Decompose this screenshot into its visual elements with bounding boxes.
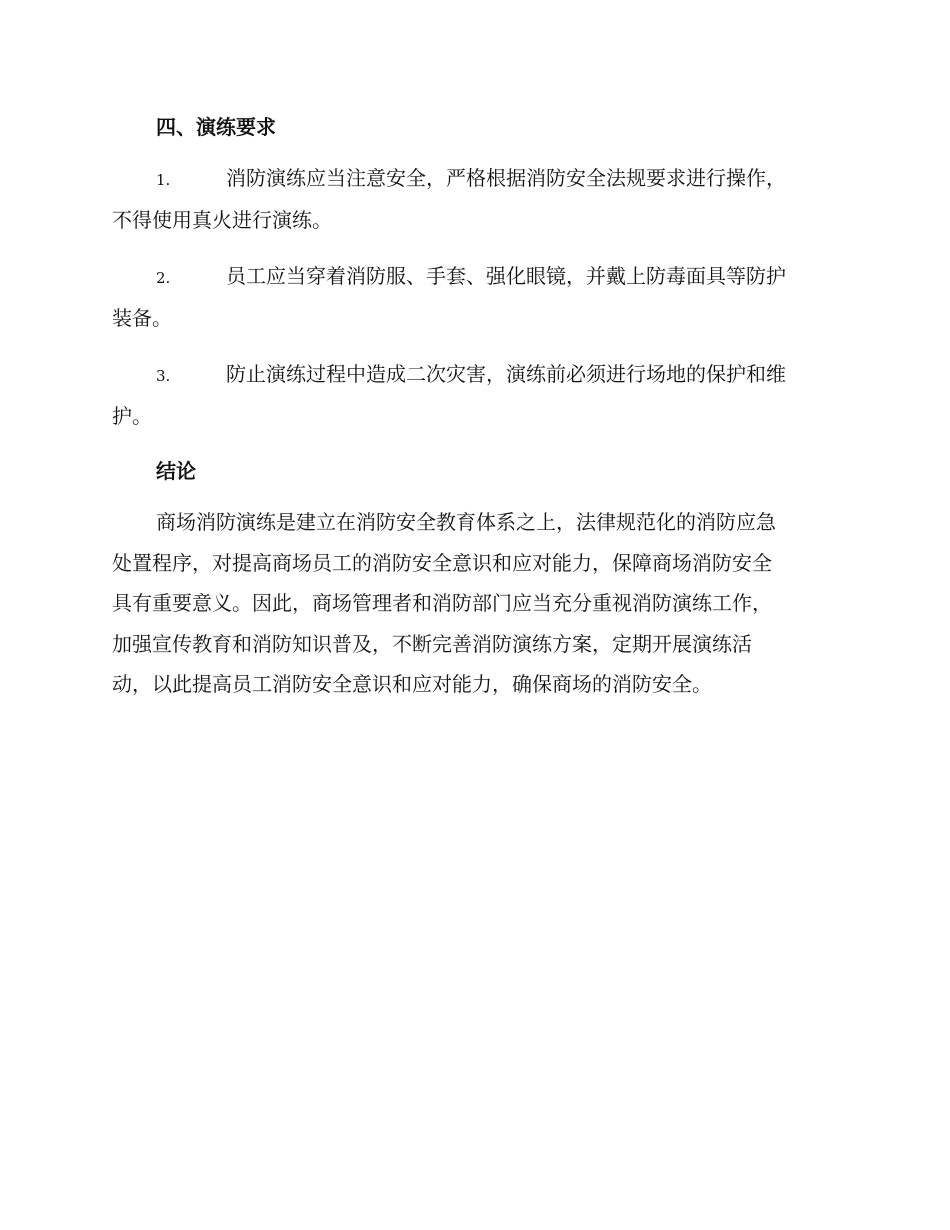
conclusion-paragraph — [112, 502, 834, 705]
list-item-continuation: 不得使用真火进行演练。 — [112, 208, 332, 232]
document-content — [112, 108, 834, 705]
list-item — [112, 158, 834, 240]
list-item-number: 1. — [156, 171, 171, 189]
list-item-first-line — [112, 158, 834, 200]
list-item-number: 3. — [156, 367, 171, 385]
list-item — [112, 354, 834, 436]
list-item-number: 2. — [156, 269, 171, 287]
paragraph-line: 商场消防演练是建立在消防安全教育体系之上，法律规范化的消防应急 — [156, 510, 776, 534]
list-item-text: 员工应当穿着消防服、手套、强化眼镜，并戴上防毒面具等防护 — [226, 264, 786, 288]
list-item-continuation: 装备。 — [112, 306, 172, 330]
list-item-continuation: 护。 — [112, 404, 152, 428]
list-item-first-line — [112, 256, 834, 298]
paragraph-line: 动，以此提高员工消防安全意识和应对能力，确保商场的消防安全。 — [112, 672, 712, 696]
section-heading-requirements: 四、演练要求 — [156, 115, 276, 139]
paragraph-line: 加强宣传教育和消防知识普及，不断完善消防演练方案，定期开展演练活 — [112, 631, 752, 656]
list-item-text: 防止演练过程中造成二次灾害，演练前必须进行场地的保护和维 — [226, 362, 786, 386]
list-item-text: 消防演练应当注意安全，严格根据消防安全法规要求进行操作， — [226, 166, 786, 190]
paragraph-line: 处置程序，对提高商场员工的消防安全意识和应对能力，保障商场消防安全 — [112, 550, 772, 575]
section-heading-conclusion: 结论 — [156, 459, 196, 483]
paragraph-line: 具有重要意义。因此，商场管理者和消防部门应当充分重视消防演练工作， — [112, 591, 772, 615]
list-item-first-line — [112, 354, 834, 396]
list-item — [112, 256, 834, 338]
